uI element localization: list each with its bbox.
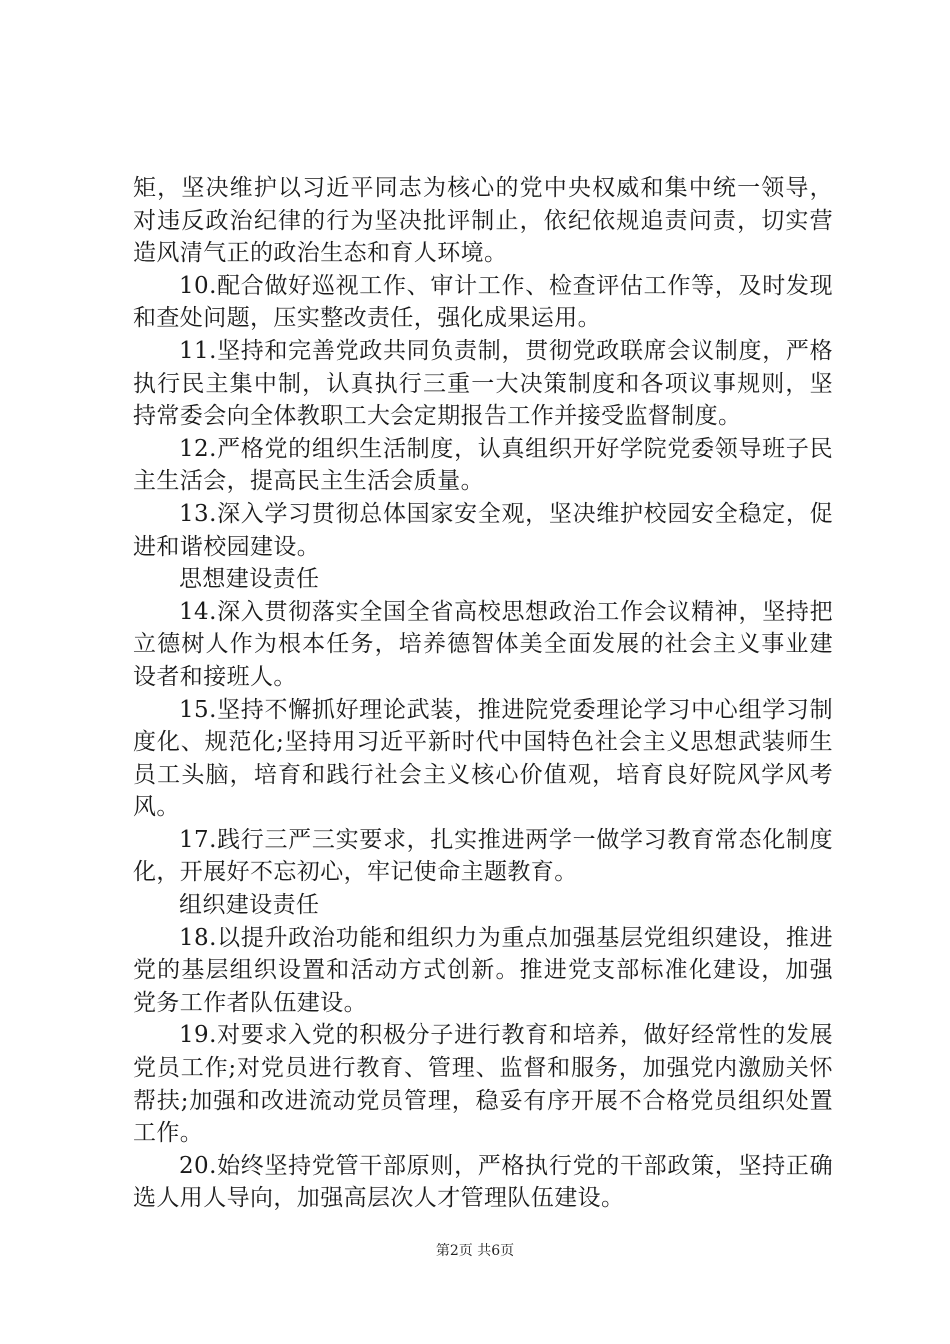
paragraph: 10.配合做好巡视工作、审计工作、检查评估工作等，及时发现和查处问题，压实整改责任，强化成果运用。: [133, 272, 833, 332]
paragraph: 矩，坚决维护以习近平同志为核心的党中央权威和集中统一领导，对违反政治纪律的行为坚决批评制止，依纪依规追责问责，切实营造风清气正的政治生态和育人环境。: [133, 175, 833, 267]
section-heading: 组织建设责任: [179, 892, 320, 919]
section-heading: 思想建设责任: [179, 566, 320, 593]
page-number-footer: 第2页 共6页: [435, 1243, 515, 1259]
document-body: [133, 172, 833, 1215]
paragraph: 15.坚持不懈抓好理论武装，推进院党委理论学习中心组学习制度化、规范化;坚持用习近平新时代中国特色社会主义思想武装师生员工头脑，培育和践行社会主义核心价值观，培育良好院风学风考风。: [133, 696, 833, 821]
paragraph: 17.践行三严三实要求，扎实推进两学一做学习教育常态化制度化，开展好不忘初心，牢记使命主题教育。: [133, 826, 833, 886]
paragraph: 13.深入学习贯彻总体国家安全观，坚决维护校园安全稳定，促进和谐校园建设。: [133, 500, 833, 560]
paragraph: 20.始终坚持党管干部原则，严格执行党的干部政策，坚持正确选人用人导向，加强高层次人才管理队伍建设。: [133, 1152, 833, 1212]
paragraph: 11.坚持和完善党政共同负责制，贯彻党政联席会议制度，严格执行民主集中制，认真执行三重一大决策制度和各项议事规则，坚持常委会向全体教职工大会定期报告工作并接受监督制度。: [133, 337, 833, 430]
paragraph: 19.对要求入党的积极分子进行教育和培养，做好经常性的发展党员工作;对党员进行教育、管理、监督和服务，加强党内激励关怀帮扶;加强和改进流动党员管理，稳妥有序开展不合格党员组织处置工作。: [133, 1022, 833, 1147]
paragraph: 14.深入贯彻落实全国全省高校思想政治工作会议精神，坚持把立德树人作为根本任务，培养德智体美全面发展的社会主义事业建设者和接班人。: [133, 598, 833, 690]
paragraph: 12.严格党的组织生活制度，认真组织开好学院党委领导班子民主生活会，提高民主生活会质量。: [133, 435, 833, 495]
paragraph: 18.以提升政治功能和组织力为重点加强基层党组织建设，推进党的基层组织设置和活动方式创新。推进党支部标准化建设，加强党务工作者队伍建设。: [133, 924, 833, 1016]
